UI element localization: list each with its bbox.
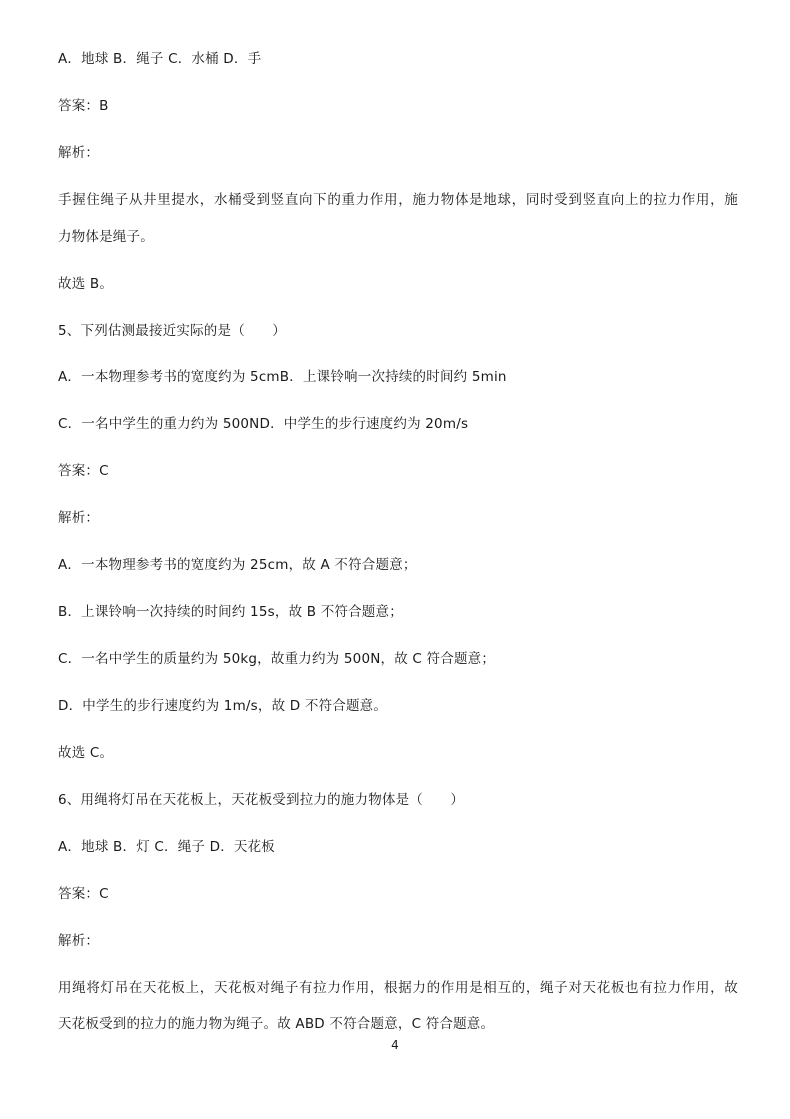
q4-conclusion: 故选 B。 — [58, 276, 114, 292]
q5-options-cd: C．一名中学生的重力约为 500ND．中学生的步行速度约为 20m/s — [58, 416, 469, 432]
q4-answer: 答案：B — [58, 98, 109, 114]
q6-analysis-line-2: 天花板受到的拉力的施力物为绳子。故 ABD 不符合题意，C 符合题意。 — [58, 1016, 495, 1032]
q5-question: 5、下列估测最接近实际的是（ ） — [58, 323, 286, 339]
q4-analysis-label: 解析： — [58, 145, 100, 161]
q5-analysis-b: B．上课铃响一次持续的时间约 15s，故 B 不符合题意； — [58, 604, 403, 620]
q5-options-ab: A．一本物理参考书的宽度约为 5cmB．上课铃响一次持续的时间约 5min — [58, 369, 507, 385]
q6-answer: 答案：C — [58, 886, 109, 902]
q6-options: A．地球 B．灯 C．绳子 D．天花板 — [58, 839, 275, 855]
q5-analysis-a: A．一本物理参考书的宽度约为 25cm，故 A 不符合题意； — [58, 557, 417, 573]
q6-question: 6、用绳将灯吊在天花板上，天花板受到拉力的施力物体是（ ） — [58, 792, 465, 808]
page-number: 4 — [391, 1038, 399, 1052]
q4-options: A．地球 B．绳子 C．水桶 D．手 — [58, 51, 262, 67]
q5-analysis-c: C．一名中学生的质量约为 50kg，故重力约为 500N，故 C 符合题意； — [58, 651, 496, 667]
q6-analysis-label: 解析： — [58, 933, 100, 949]
q5-conclusion: 故选 C。 — [58, 745, 114, 761]
q5-answer: 答案：C — [58, 463, 109, 479]
q4-analysis-line-1: 手握住绳子从井里提水，水桶受到竖直向下的重力作用，施力物体是地球，同时受到竖直向上的拉力作用，施 — [58, 192, 738, 208]
q5-analysis-d: D．中学生的步行速度约为 1m/s，故 D 不符合题意。 — [58, 698, 388, 714]
q4-analysis-line-2: 力物体是绳子。 — [58, 229, 154, 245]
q5-analysis-label: 解析： — [58, 510, 100, 526]
q6-analysis-line-1: 用绳将灯吊在天花板上，天花板对绳子有拉力作用，根据力的作用是相互的，绳子对天花板也有拉力作用，故 — [58, 980, 738, 996]
